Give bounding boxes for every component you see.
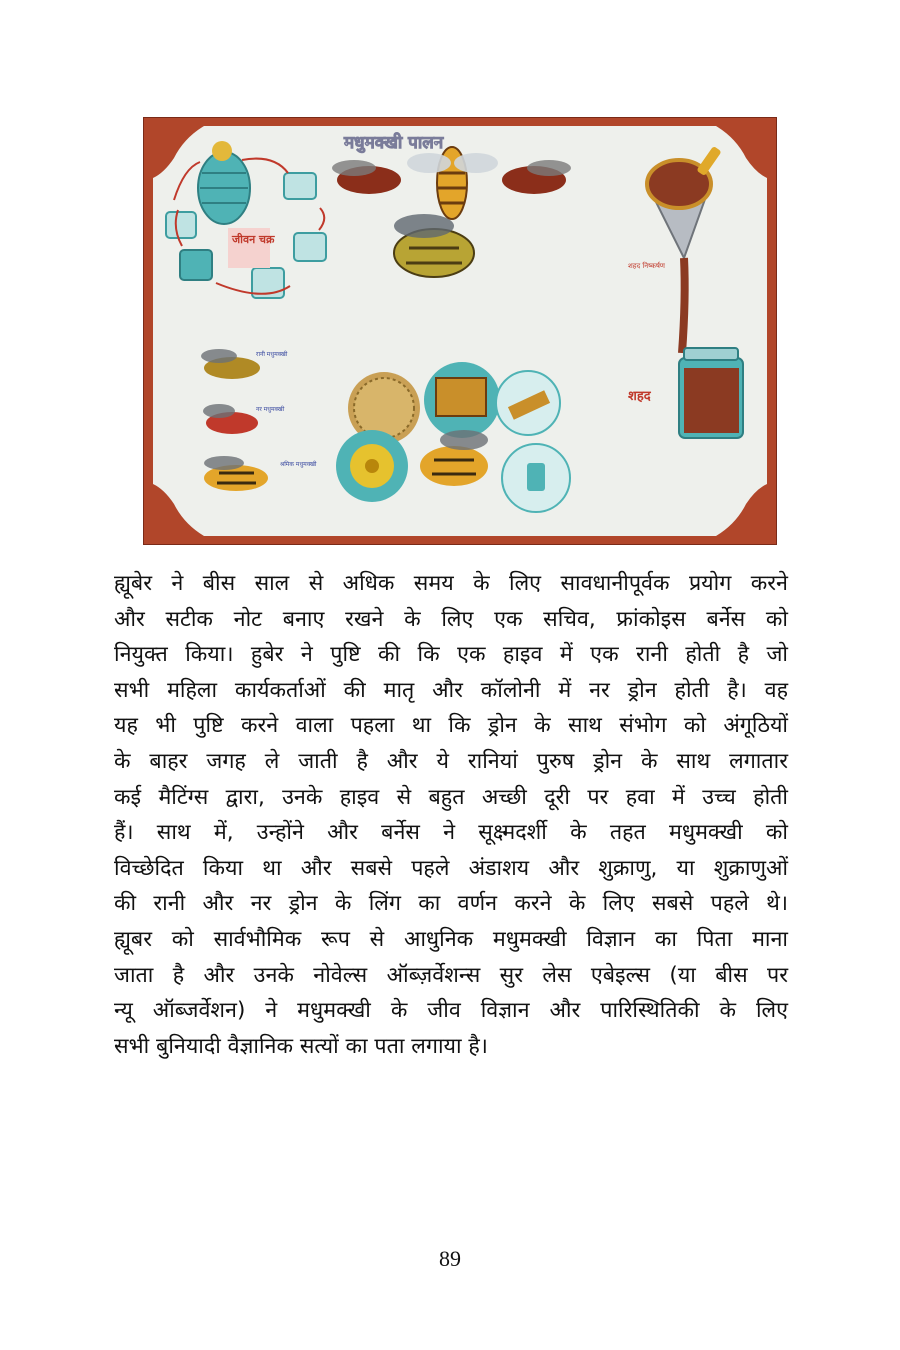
- body-paragraph: [114, 566, 788, 1064]
- page-number: 89: [439, 1246, 461, 1271]
- bee-label-3: श्रमिक मधुमक्खी: [280, 461, 317, 468]
- paragraph-line: और सटीक नोट बनाए रखने के लिए एक सचिव, फ्रांकोइस बर्नेस को: [114, 606, 788, 632]
- bee-label-2: नर मधुमक्खी: [256, 406, 285, 413]
- paragraph-line: सभी बुनियादी वैज्ञानिक सत्यों का पता लगाया है।: [114, 1033, 488, 1059]
- paragraph-line: सभी महिला कार्यकर्ताओं की मातृ और कॉलोनी में नर ड्रोन होती है। वह: [114, 677, 788, 703]
- chart-title: मधुमक्खी पालन: [344, 133, 444, 153]
- paragraph-line: नियुक्त किया। हुबेर ने पुष्टि की कि एक हाइव में एक रानी होती है जो: [114, 642, 788, 668]
- honey-label: शहद: [628, 389, 651, 404]
- paragraph-line: के बाहर जगह ले जाती है और ये रानियां पुरुष ड्रोन के साथ लगातार: [114, 748, 788, 774]
- beekeeping-chart-photo: [144, 118, 776, 544]
- bee-label-1: रानी मधुमक्खी: [256, 351, 288, 358]
- paragraph-line: हैं। साथ में, उन्होंने और बर्नेस ने सूक्ष्मदर्शी के तहत मधुमक्खी को: [114, 820, 788, 846]
- paragraph-line: न्यू ऑब्जर्वेशन) ने मधुमक्खी के जीव विज्ञान और पारिस्थितिकी के लिए: [114, 998, 788, 1024]
- paragraph-line: ह्यूबर को सार्वभौमिक रूप से आधुनिक मधुमक्खी विज्ञान का पिता माना: [114, 926, 788, 952]
- life-cycle-label: जीवन चक्र: [232, 233, 275, 246]
- paragraph-line: विच्छेदित किया था और सबसे पहले अंडाशय और शुक्राणु, या शुक्राणुओं: [114, 855, 788, 881]
- filter-label: शहद निष्कर्षण: [628, 262, 665, 270]
- paragraph-line: जाता है और उनके नोवेल्स ऑब्ज़र्वेशन्स सुर लेस एबेइल्स (या बीस पर: [114, 962, 788, 988]
- paragraph-line: कई मैटिंग्स द्वारा, उनके हाइव से बहुत अच्छी दूरी पर हवा में उच्च होती: [114, 784, 788, 810]
- paragraph-line: की रानी और नर ड्रोन के लिंग का वर्णन करने के लिए सबसे पहले थे।: [114, 891, 788, 917]
- paragraph-line: ह्यूबेर ने बीस साल से अधिक समय के लिए सावधानीपूर्वक प्रयोग करने: [114, 571, 788, 596]
- paragraph-line: यह भी पुष्टि करने वाला पहला था कि ड्रोन के साथ संभोग को अंगूठियों: [114, 713, 788, 739]
